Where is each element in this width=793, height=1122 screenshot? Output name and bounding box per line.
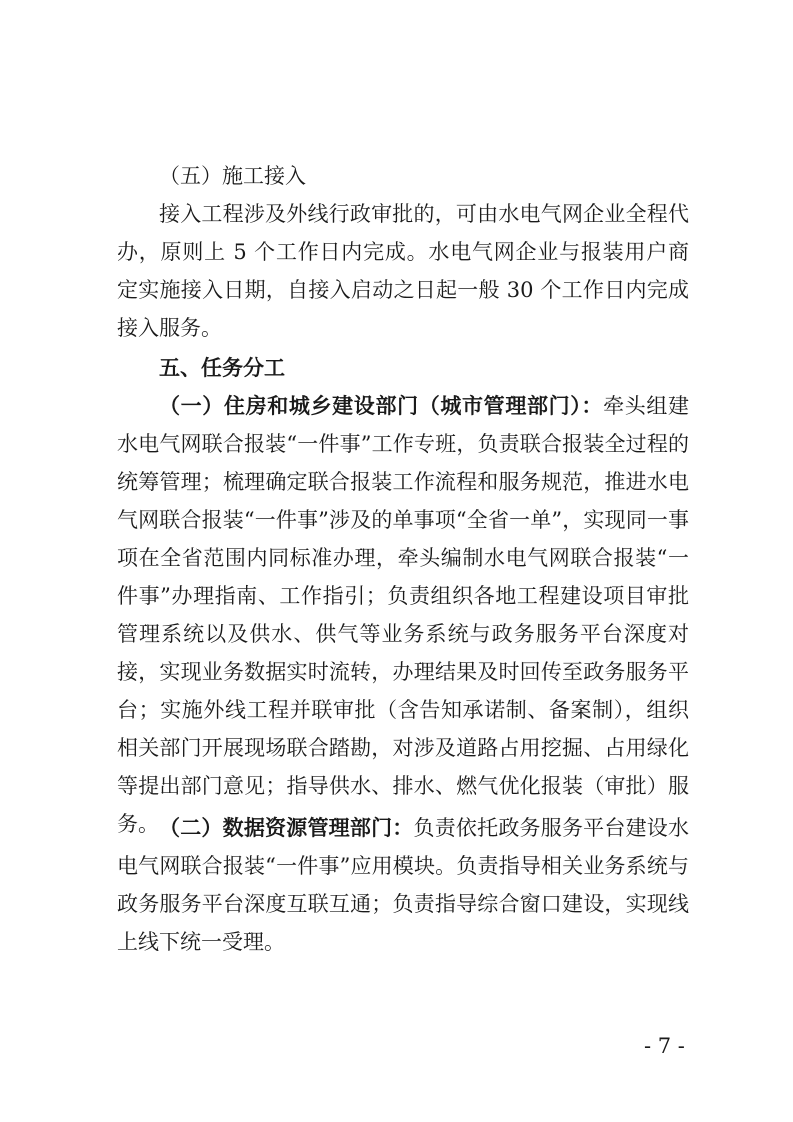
data-resource-lead: （二）数据资源管理部门： [159,816,414,840]
housing-department-body: 牵头组建水电气网联合报装“一件事”工作专班，负责联合报装全过程的统筹管理；梳理确定联合报装工作流程和服务规范，推进水电气网联合报装“一件事”涉及的单事项“全省一单”，实现同一事项在全省范围内同标准办理，牵头编制水电气网联合报装“一件事”办理指南、工作指引；负责组织各地工程建设项目审批管理系统以及供水、供气等业务系统与政务服务平台深度对接，实现业务数据实时流转，办理结果及时回传至政务服务平台；实施外线工程并联审批（含告知承诺制、备案制），组织相关部门开展现场联合踏勘，对涉及道路占用挖掘、占用绿化等提出部门意见；指导供水、排水、燃气优化报装（审批）服务。 [117,394,689,836]
data-resource-paragraph [117,809,689,961]
subsection-heading-construction-access: （五）施工接入 [159,164,306,188]
data-resource-body: 负责依托政务服务平台建设水电气网联合报装“一件事”应用模块。负责指导相关业务系统与政务服务平台深度互联互通；负责指导综合窗口建设，实现线上线下统一受理。 [117,816,689,954]
page-number: - 7 - [644,1034,685,1058]
housing-department-lead: （一）住房和城乡建设部门（城市管理部门）： [159,394,604,418]
housing-department-block [117,387,689,843]
construction-access-paragraph: 接入工程涉及外线行政审批的，可由水电气网企业全程代办，原则上 5 个工作日内完成。水电气网企业与报装用户商定实施接入日期，自接入启动之日起一般 30 个工作日内完成接入服务。 [117,202,689,340]
housing-department-paragraph [117,387,689,843]
data-resource-block [117,809,689,961]
section-heading-task-division: 五、任务分工 [159,356,285,380]
construction-access-block [117,195,689,347]
